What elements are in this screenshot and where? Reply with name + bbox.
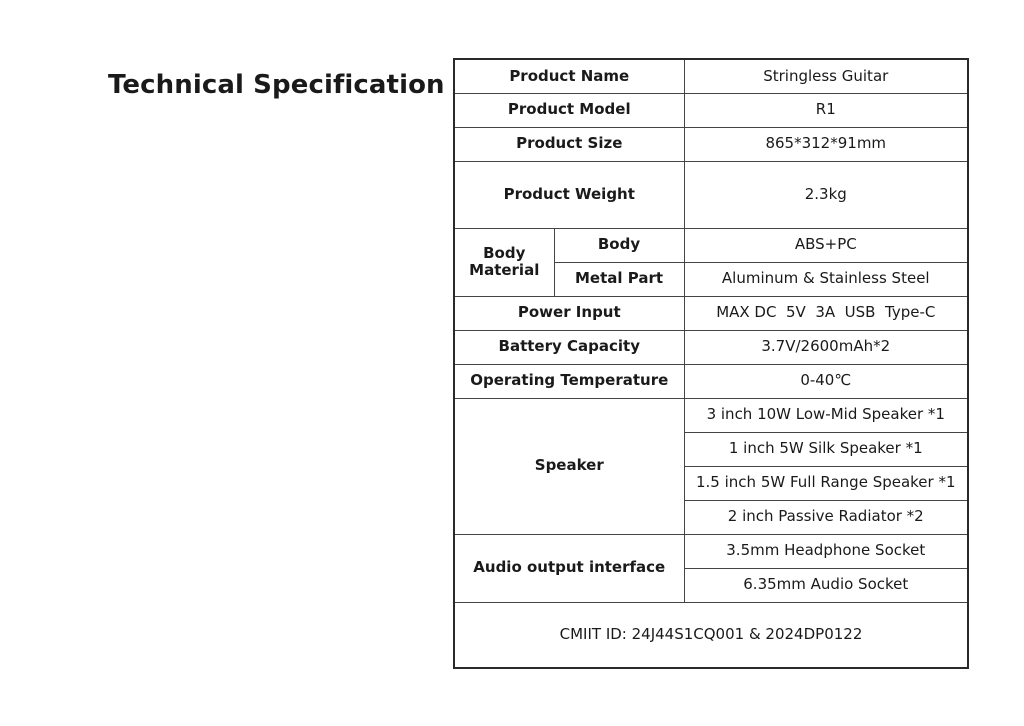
- body-material-label: Body Material: [454, 228, 554, 296]
- table-row: [454, 330, 968, 364]
- speaker-item: 2 inch Passive Radiator *2: [684, 500, 968, 534]
- spec-table: [453, 58, 969, 669]
- table-row: [454, 59, 968, 93]
- cmiit-id: CMIIT ID: 24J44S1CQ001 & 2024DP0122: [454, 602, 968, 668]
- power-input-label: Power Input: [454, 296, 684, 330]
- body-label: Body: [554, 228, 684, 262]
- power-input-value: MAX DC 5V 3A USB Type-C: [684, 296, 968, 330]
- product-model-value: R1: [684, 93, 968, 127]
- product-name-value: Stringless Guitar: [684, 59, 968, 93]
- page-title: Technical Specification: [108, 70, 445, 100]
- table-row: [454, 93, 968, 127]
- metal-part-value: Aluminum & Stainless Steel: [684, 262, 968, 296]
- table-row: [454, 161, 968, 228]
- table-row: [454, 398, 968, 432]
- body-value: ABS+PC: [684, 228, 968, 262]
- metal-part-label: Metal Part: [554, 262, 684, 296]
- table-row: [454, 127, 968, 161]
- table-row: [454, 296, 968, 330]
- table-row: [454, 602, 968, 668]
- battery-capacity-value: 3.7V/2600mAh*2: [684, 330, 968, 364]
- table-row: [454, 228, 968, 262]
- operating-temperature-label: Operating Temperature: [454, 364, 684, 398]
- product-size-label: Product Size: [454, 127, 684, 161]
- product-name-label: Product Name: [454, 59, 684, 93]
- speaker-label: Speaker: [454, 398, 684, 534]
- speaker-item: 1.5 inch 5W Full Range Speaker *1: [684, 466, 968, 500]
- audio-output-label: Audio output interface: [454, 534, 684, 602]
- audio-output-item: 6.35mm Audio Socket: [684, 568, 968, 602]
- battery-capacity-label: Battery Capacity: [454, 330, 684, 364]
- audio-output-item: 3.5mm Headphone Socket: [684, 534, 968, 568]
- product-weight-label: Product Weight: [454, 161, 684, 228]
- table-row: [454, 534, 968, 568]
- table-row: [454, 364, 968, 398]
- product-weight-value: 2.3kg: [684, 161, 968, 228]
- speaker-item: 3 inch 10W Low-Mid Speaker *1: [684, 398, 968, 432]
- operating-temperature-value: 0-40℃: [684, 364, 968, 398]
- speaker-item: 1 inch 5W Silk Speaker *1: [684, 432, 968, 466]
- product-model-label: Product Model: [454, 93, 684, 127]
- product-size-value: 865*312*91mm: [684, 127, 968, 161]
